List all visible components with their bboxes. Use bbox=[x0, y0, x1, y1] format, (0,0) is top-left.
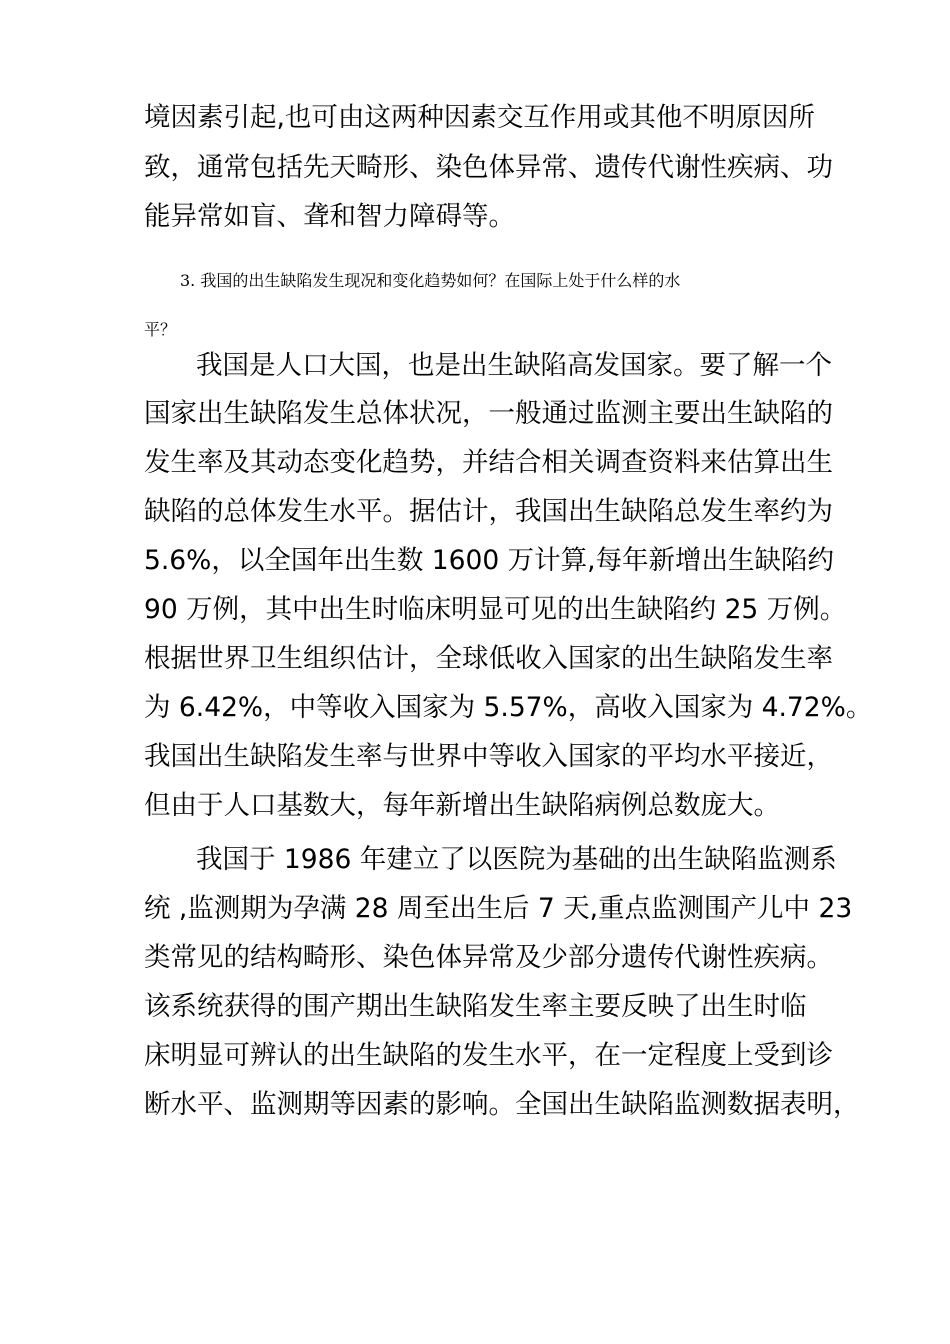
paragraph-2-line: 类常见的结构畸形、染色体异常及少部分遗传代谢性疾病。 bbox=[144, 942, 833, 973]
paragraph-prev-line: 能异常如盲、聋和智力障碍等。 bbox=[144, 201, 515, 232]
paragraph-2-line: 我国于 1986 年建立了以医院为基础的出生缺陷监测系 bbox=[196, 844, 837, 875]
paragraph-1-line: 5.6%，以全国年出生数 1600 万计算,每年新增出生缺陷约 bbox=[144, 545, 835, 576]
paragraph-1-line: 但由于人口基数大，每年新增出生缺陷病例总数庞大。 bbox=[144, 790, 780, 821]
paragraph-2-line: 该系统获得的围产期出生缺陷发生率主要反映了出生时临 bbox=[144, 991, 807, 1022]
paragraph-prev-line: 境因素引起,也可由这两种因素交互作用或其他不明原因所 bbox=[144, 102, 815, 133]
paragraph-1-line: 缺陷的总体发生水平。据估计，我国出生缺陷总发生率约为 bbox=[144, 496, 833, 527]
section-heading: 3. 我国的出生缺陷发生现况和变化趋势如何？在国际上处于什么样的水 bbox=[180, 271, 681, 290]
paragraph-1-line: 我国是人口大国，也是出生缺陷高发国家。要了解一个 bbox=[196, 350, 832, 381]
paragraph-2-line: 床明显可辨认的出生缺陷的发生水平，在一定程度上受到诊 bbox=[144, 1040, 833, 1071]
paragraph-1-line: 发生率及其动态变化趋势，并结合相关调查资料来估算出生 bbox=[144, 447, 833, 478]
paragraph-2-line: 断水平、监测期等因素的影响。全国出生缺陷监测数据表明， bbox=[144, 1089, 860, 1120]
paragraph-1-line: 国家出生缺陷发生总体状况，一般通过监测主要出生缺陷的 bbox=[144, 398, 833, 429]
paragraph-prev-line: 致，通常包括先天畸形、染色体异常、遗传代谢性疾病、功 bbox=[144, 152, 833, 183]
paragraph-1-line: 我国出生缺陷发生率与世界中等收入国家的平均水平接近， bbox=[144, 741, 833, 772]
paragraph-1-line: 为 6.42%，中等收入国家为 5.57%，高收入国家为 4.72%。 bbox=[144, 692, 873, 723]
section-heading-cont: 平？ bbox=[144, 320, 177, 339]
paragraph-1-line: 90 万例，其中出生时临床明显可见的出生缺陷约 25 万例。 bbox=[144, 594, 847, 625]
paragraph-1-line: 根据世界卫生组织估计，全球低收入国家的出生缺陷发生率 bbox=[144, 643, 833, 674]
paragraph-2-line: 统 ,监测期为孕满 28 周至出生后 7 天,重点监测围产儿中 23 bbox=[144, 893, 853, 924]
